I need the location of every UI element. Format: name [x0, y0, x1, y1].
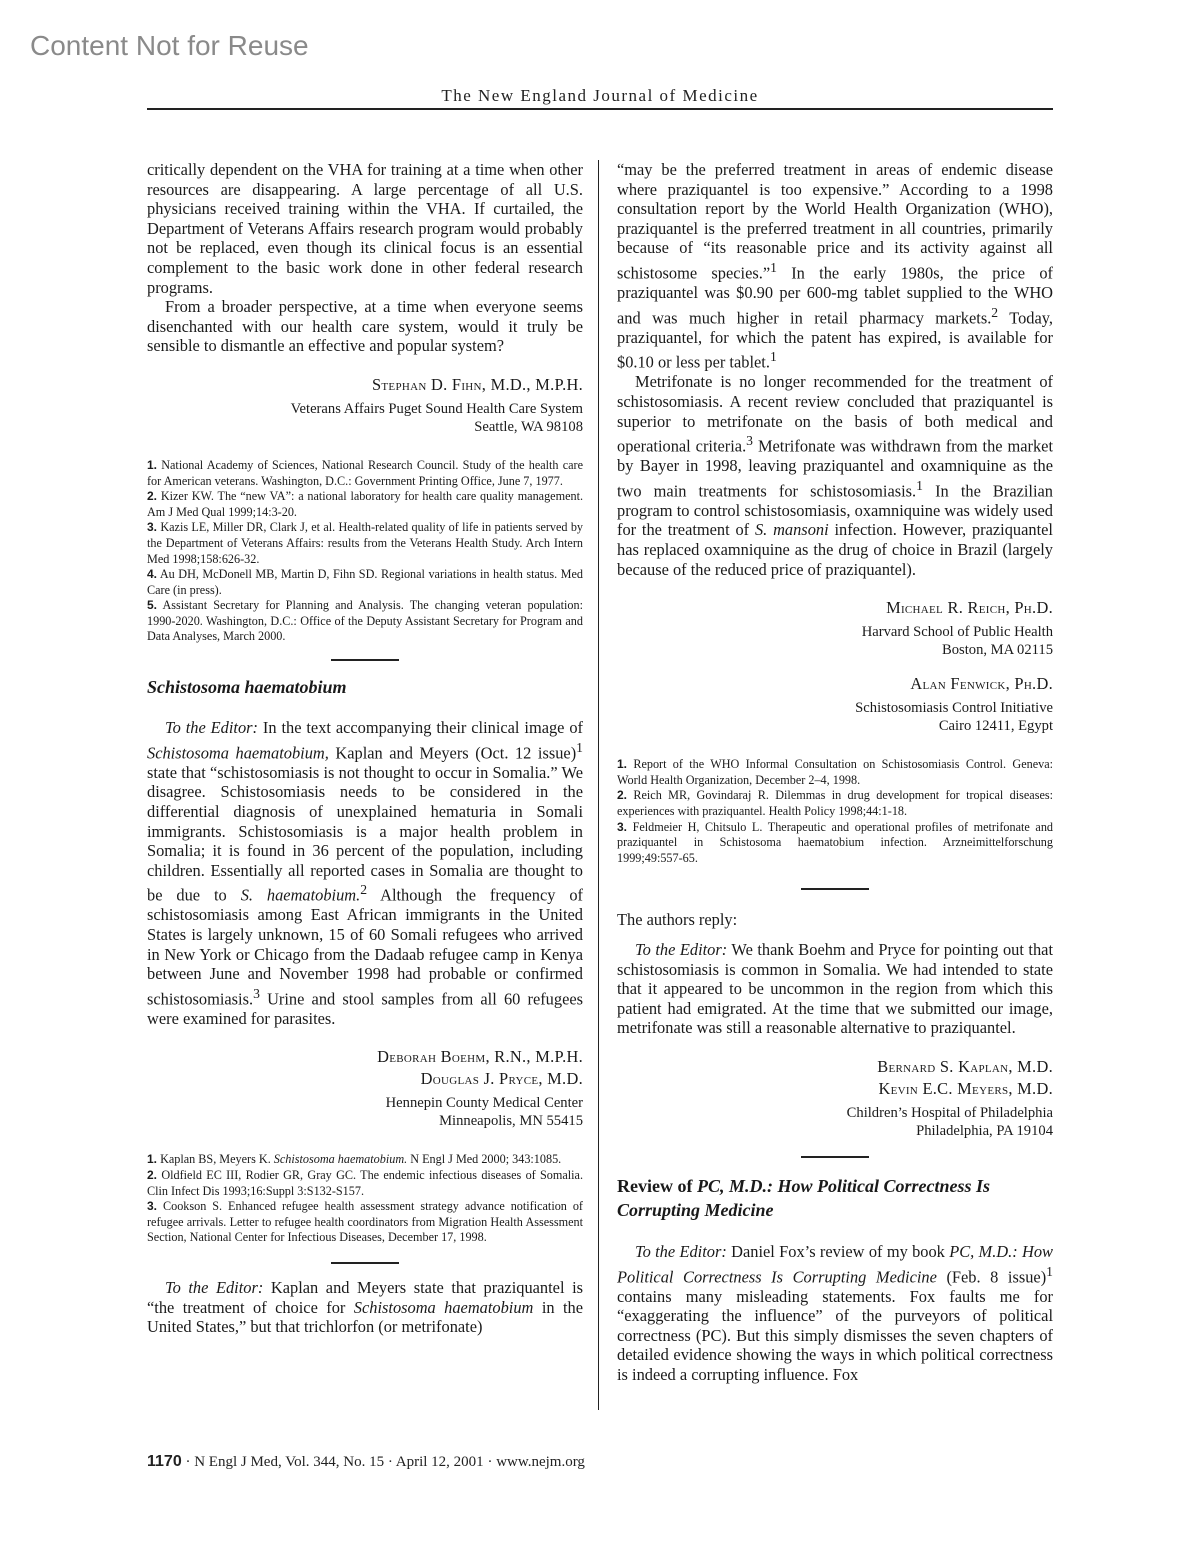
- reference-item: 4. Au DH, McDonell MB, Martin D, Fihn SD. Regional variations in health status. Med Care (in press).: [147, 567, 583, 597]
- signature-block: [617, 597, 1053, 659]
- affiliation-address: Cairo 12411, Egypt: [938, 718, 1053, 735]
- reference-item: 2. Kizer KW. The “new VA”: a national laboratory for health care quality management. Am J Med Qual 1999;14:3-20.: [147, 489, 584, 519]
- column-divider: [598, 160, 599, 1410]
- page-footer: 1170 · N Engl J Med, Vol. 344, No. 15 · April 12, 2001 · www.nejm.org: [147, 1453, 585, 1470]
- section-separator: [801, 888, 869, 890]
- reference-item: 2. Oldfield EC III, Rodier GR, Gray GC. The endemic infectious diseases of Somalia. Clin Infect Dis 1993;16:Suppl 3:S132-S157.: [147, 1167, 584, 1198]
- letter-paragraph: To the Editor: Kaplan and Meyers state that praziquantel is “the treatment of choice for Schistosoma haematobium in the United States,” but that trichlorfon (or metrifonate): [147, 1277, 584, 1337]
- issue-date: April 12, 2001: [395, 1454, 484, 1470]
- reference-item: 1. Kaplan BS, Meyers K. Schistosoma haematobium. N Engl J Med 2000; 343:1085.: [147, 1152, 562, 1167]
- page-number: 1170: [147, 1453, 182, 1470]
- reference-list: [147, 458, 583, 645]
- reference-item: 2. Reich MR, Govindaraj R. Dilemmas in drug development for tropical diseases: experiences with praziquantel. Health Policy 1998;44:1-18.: [617, 788, 1054, 818]
- left-column: [147, 160, 583, 1337]
- affiliation-address: Minneapolis, MN 55415: [439, 1113, 583, 1130]
- signature-block: [617, 673, 1053, 735]
- affiliation: Veterans Affairs Puget Sound Health Care System: [290, 400, 583, 417]
- letter-paragraph: To the Editor: In the text accompanying their clinical image of Schistosoma haematobium, Kaplan and Meyers (Oct. 12 issue)$^1$ state that “schistosomiasis is not thought to occur in Somalia.” We disagree. Schistosomiasis needs to be considered in the differential diagnosis of unexplained hematuria in Somali immigrants. Schistosomiasis is a major health problem in Somalia; it is found in 36 percent of the population, including children. Essentially all reported cases in Somalia are thought to be due to S. haematobium.$^2$ Although the frequency of schistosomiasis among East African immigrants in the United States is largely unknown, 15 of 60 Somali refugees who arrived in New York or Chicago from the Dadaab refugee camp in Kenya between June and November 1998 had probable or confirmed schistosomiasis.$^3$ Urine and stool samples from all 60 refugees were examined for parasites.: [147, 718, 584, 1028]
- affiliation-address: Boston, MA 02115: [942, 642, 1053, 659]
- section-separator: [801, 1156, 869, 1158]
- reference-item: 5. Assistant Secretary for Planning and Analysis. The changing veteran population: 1990-2020. Washington, D.C.: Office of the Deputy Assistant Secretary for Program and Data Analyses, March 2000.: [147, 598, 584, 644]
- reference-item: 3. Feldmeier H, Chitsulo L. Therapeutic and operational profiles of metrifonate and praziquantel in Schistosoma haematobium infection. Arzneimittelforschung 1999;49:557-65.: [617, 819, 1054, 865]
- reference-item: 3. Kazis LE, Miller DR, Clark J, et al. Health-related quality of life in patients served by the Department of Veterans Affairs: results from the Veterans Health Study. Arch Intern Med 1998;158:626-32.: [147, 520, 584, 566]
- affiliation: Hennepin County Medical Center: [385, 1095, 583, 1112]
- reference-list: [617, 757, 1053, 866]
- affiliation: Schistosomiasis Control Initiative: [855, 700, 1053, 717]
- author-name: Kevin E.C. Meyers, M.D.: [878, 1078, 1053, 1098]
- journal-citation: N Engl J Med, Vol. 344, No. 15: [194, 1454, 385, 1470]
- reference-item: 1. Report of the WHO Informal Consultation on Schistosomiasis Control. Geneva: World Health Organization, December 2–4, 1998.: [617, 757, 1054, 787]
- reply-intro: The authors reply:: [617, 910, 738, 930]
- running-head: The New England Journal of Medicine: [441, 86, 759, 105]
- signature-block: [147, 1046, 583, 1130]
- affiliation: Harvard School of Public Health: [861, 624, 1053, 641]
- paragraph: Metrifonate is no longer recommended for the treatment of schistosomiasis. A recent review concluded that praziquantel is superior to metrifonate on the basis of both medical and operational criteria.$^3$ Metrifonate was withdrawn from the market by Bayer in 1998, leaving praziquantel and oxamniquine as the two main treatments for schistosomiasis.$^1$ In the Brazilian program to control schistosomiasis, oxamniquine was widely used for the treatment of S. mansoni infection. However, praziquantel has replaced oxamniquine as the drug of choice in Brazil (largely because of the reduced price of praziquantel).: [617, 372, 1053, 579]
- author-name: Bernard S. Kaplan, M.D.: [877, 1056, 1053, 1076]
- reference-item: 1. National Academy of Sciences, National Research Council. Study of the health care for American veterans. Washington, D.C.: Government Printing Office, June 7, 1977.: [147, 457, 583, 488]
- affiliation-address: Seattle, WA 98108: [474, 418, 583, 435]
- paragraph: critically dependent on the VHA for training at a time when other resources are disappearing. A large percentage of all U.S. physicians received training within the VHA. If curtailed, the Department of Veterans Affairs research program would probably not be replaced, even though its clinical focus is an essential complement to the basic work done in other federal research programs.: [147, 160, 583, 297]
- journal-url: www.nejm.org: [496, 1454, 585, 1470]
- header-rule: [147, 108, 1053, 110]
- right-column: [617, 160, 1053, 1385]
- reference-item: 3. Cookson S. Enhanced refugee health assessment strategy advance notification of refugee arrivals. Letter to refugee health coordinators from Migration Health Assessment Section, National Center for Infectious Diseases, December 17, 1998.: [147, 1199, 583, 1245]
- author-name: Deborah Boehm, R.N., M.P.H.: [377, 1047, 583, 1067]
- section-title: Schistosoma haematobium: [147, 677, 347, 698]
- author-name: Michael R. Reich, Ph.D.: [886, 598, 1053, 618]
- section-title: Review of PC, M.D.: How Political Correctness Is Corrupting Medicine: [617, 1175, 990, 1220]
- reference-list: [147, 1152, 583, 1246]
- section-separator: [331, 659, 399, 661]
- signature-block: [617, 1056, 1053, 1140]
- author-name: Douglas J. Pryce, M.D.: [420, 1069, 583, 1089]
- letter-paragraph: To the Editor: We thank Boehm and Pryce for pointing out that schistosomiasis is common in Somalia. We had intended to state that it appeared to be uncommon in the region from which this patient had emigrated. At the time that we submitted our image, metrifonate was still a reasonable alternative to praziquantel.: [617, 939, 1053, 1038]
- author-name: Alan Fenwick, Ph.D.: [910, 674, 1053, 694]
- section-separator: [331, 1262, 399, 1264]
- watermark: Content Not for Reuse: [30, 30, 309, 61]
- paragraph: “may be the preferred treatment in areas of endemic disease where praziquantel is too expensive.” According to a 1998 consultation report by the World Health Organization (WHO), praziquantel is the preferred treatment in all countries, primarily because of “its reasonable price and its activity against all schistosome species.”$^1$ In the early 1980s, the price of praziquantel was $0.90 per 600-mg tablet supplied to the WHO and was much higher in retail pharmacy markets.$^2$ Today, praziquantel, for which the patent has expired, is available for $0.10 or less per tablet.$^1$: [617, 160, 1053, 372]
- signature-block: [147, 374, 583, 436]
- affiliation: Children’s Hospital of Philadelphia: [846, 1104, 1053, 1121]
- author-name: Stephan D. Fihn, M.D., M.P.H.: [372, 374, 583, 394]
- paragraph: From a broader perspective, at a time when everyone seems disenchanted with our health care system, would it truly be sensible to dismantle an effective and popular system?: [147, 297, 583, 356]
- letter-paragraph: To the Editor: Daniel Fox’s review of my book PC, M.D.: How Political Correctness Is Corrupting Medicine (Feb. 8 issue)$^1$ contains many misleading statements. Fox faults me for “exaggerating the influence” of the purveyors of political correctness (PC). But this simply dismisses the seven chapters of detailed evidence showing the ways in which political correctness is indeed a corrupting influence. Fox: [617, 1241, 1053, 1384]
- affiliation-address: Philadelphia, PA 19104: [916, 1122, 1053, 1139]
